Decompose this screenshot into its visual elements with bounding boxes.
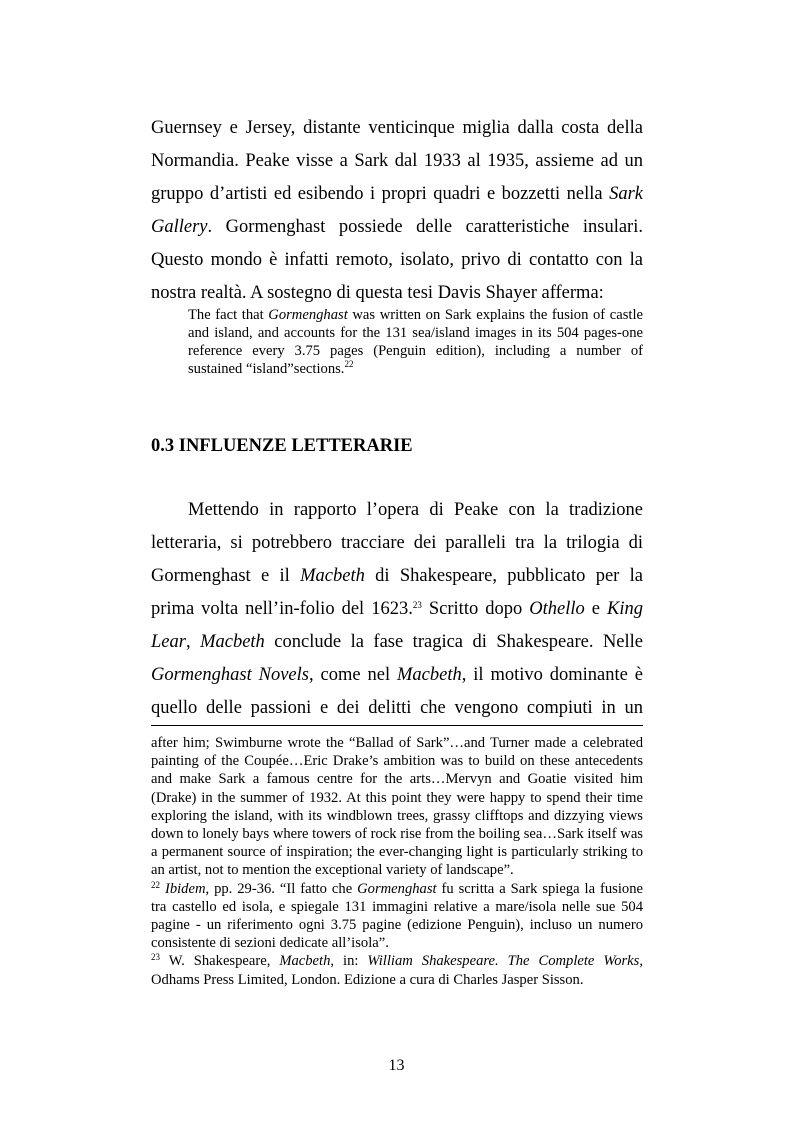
text-line: Mettendo in rapporto l’opera di Peake con la tradizione [188,500,643,520]
text-line: Normandia. Peake visse a Sark dal 1933 al 1935, assieme ad un [151,151,643,171]
text-line: Gormenghast e il Macbeth di Shakespeare, pubblicato per la [151,566,643,586]
text-line: quello delle passioni e dei delitti che vengono compiuti in un [151,698,643,718]
body-paragraph-2 [151,494,643,725]
text-line: Guernsey e Jersey, distante venticinque miglia dalla costa della [151,118,643,138]
block-quote: The fact that Gormenghast was written on Sark explains the fusion of castle and island, and accounts for the 131 sea/island images in its 504 pages-one reference every 3.75 pages (Penguin edition), including a number of sustained “island”sections.$^{22}$ [188,307,643,377]
footnote-23: $^{23}$ W. Shakespeare, Macbeth, in: William Shakespeare. The Complete Works, Odhams Press Limited, London. Edizione a cura di Charles Jasper Sisson. [151,952,643,988]
text-line: Gormenghast Novels, come nel Macbeth, il motivo dominante è [151,665,643,685]
section-heading: 0.3 INFLUENZE LETTERARIE [151,436,413,456]
text-line: letteraria, si potrebbero tracciare dei paralleli tra la trilogia di [151,533,643,553]
footnote-reference: 23 [412,600,422,610]
text-line: Lear, Macbeth conclude la fase tragica di Shakespeare. Nelle [151,632,644,652]
text-line: Questo mondo è infatti remoto, isolato, privo di contatto con la [151,250,643,270]
footnote-continuation: after him; Swimburne wrote the “Ballad of Sark”…and Turner made a celebrated painting of the Coupée…Eric Drake’s ambition was to build on these antecedents and make Sark a famous centre for the arts…Mervyn and Goatie visited him (Drake) in the summer of 1932. At this point they were happy to spend their time exploring the island, with its windblown trees, grassy clifftops and dizzying views down to lonely bays where towers of rock rise from the boiling sea…Sark itself was a permanent source of inspiration; the ever-changing light is particularly striking to an artist, not to mention the exceptional variety of landscape”. [151,735,643,879]
footnote-22: $^{22}$ Ibidem, pp. 29-36. “Il fatto che Gormenghast fu scritta a Sark spiega la fusione tra castello ed isola, e spiegale 131 immagini relative a mare/isola nelle sue 504 pagine - un riferimento ogni 3.75 pagine (edizione Penguin), incluso un numero consistente di sezioni dedicate all’isola”. [151,879,643,952]
text-line: nostra realtà. A sostegno di questa tesi Davis Shayer afferma: [151,283,604,303]
body-paragraph-1 [151,112,643,310]
text-line: Gallery. Gormenghast possiede delle caratteristiche insulari. [151,217,643,237]
footnotes [151,734,643,989]
footnote-reference: 22 [344,359,354,369]
footnote-separator [151,725,643,726]
text-line: prima volta nell’in-folio del 1623.23 Scritto dopo Othello e King [151,599,644,619]
page-number: 13 [388,1057,405,1074]
text-line: gruppo d’artisti ed esibendo i propri quadri e bozzetti nella Sark [151,184,643,204]
